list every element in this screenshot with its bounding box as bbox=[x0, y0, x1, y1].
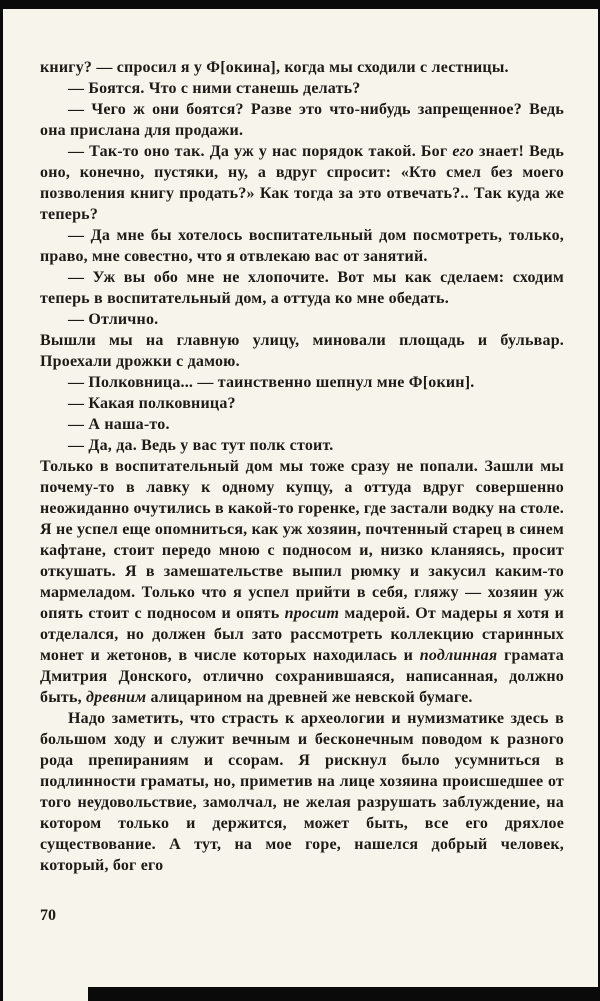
body-text: Только в воспитательный дом мы тоже сразу не попали. Зашли мы почему-то в лавку к одному купцу, а оттуда вдруг совершенно неожиданно очутились в какой-то горенке, где застали водку на столе. Я не успел еще опомниться, как уж хозяин, почтенный старец в синем кафтане, стоит передо мною с подносом и, низко кланяясь, просит откушать. Я в замешательстве выпил рюмку и закусил каким-то мармеладом. Только что я успел прийти в себя, гляжу — хозяин уж опять стоит с подносом и опять bbox=[40, 458, 564, 622]
italic-text: просит bbox=[284, 605, 340, 622]
paragraph bbox=[40, 393, 564, 414]
scan-edge-left bbox=[0, 0, 3, 1001]
body-text: знает! Ведь оно, конечно, пустяки, ну, а вдруг спросит: «Кто смел без моего позволения книгу продать?» Как тогда за это отвечать?.. Так куда же теперь? bbox=[40, 143, 564, 223]
body-text: — Какая полковница? bbox=[68, 395, 236, 412]
body-text: — Уж вы обо мне не хлопочите. Вот мы как сделаем: сходим теперь в воспитательный дом, а оттуда ко мне обедать. bbox=[40, 269, 564, 307]
body-text: — Так-то оно так. Да уж у нас порядок такой. Бог bbox=[68, 143, 453, 160]
body-text: алицарином на древней же невской бумаге. bbox=[146, 689, 473, 706]
body-text: — Отлично. bbox=[68, 311, 159, 328]
body-text: Надо заметить, что страсть к археологии и нумизматике здесь в большом ходу и служит вечным и бесконечным поводом к разного рода препираниям и ссорам. Я рискнул было усумниться в подлинности граматы, но, приметив на лице хозяина происшедшее от того неудовольствие, замолчал, не желая разрушать заблуждение, на котором только и держится, может быть, все его дряхлое существование. А тут, на мое горе, нашелся добрый человек, который, бог его bbox=[40, 710, 564, 874]
paragraph bbox=[40, 456, 564, 708]
body-text: — Боятся. Что с ними станешь делать? bbox=[68, 80, 361, 97]
body-text: грамата Дмитрия Донского, отлично сохранившаяся, написанная, должно быть, bbox=[40, 647, 564, 706]
paragraph bbox=[40, 309, 564, 330]
body-text: — А наша-то. bbox=[68, 416, 170, 433]
body-text: мадерой. От мадеры я хотя и отделался, но должен был зато рассмотреть коллекцию старинных монет и жетонов, в числе которых находилась и bbox=[40, 605, 564, 664]
paragraph bbox=[40, 57, 564, 78]
paragraph bbox=[40, 225, 564, 267]
paragraph bbox=[40, 414, 564, 435]
paragraph bbox=[40, 330, 564, 372]
body-text: — Чего ж они боятся? Разве это что-нибудь запрещенное? Ведь она прислана для продажи. bbox=[40, 101, 564, 139]
italic-text: его bbox=[452, 143, 474, 160]
body-text: книгу? — спросил я у Ф[окина], когда мы сходили с лестницы. bbox=[40, 59, 509, 76]
scan-edge-top bbox=[0, 0, 600, 9]
text-block bbox=[40, 57, 564, 876]
paragraph bbox=[40, 435, 564, 456]
body-text: — Полковница... — таинственно шепнул мне Ф[окин]. bbox=[68, 374, 475, 391]
paragraph bbox=[40, 141, 564, 225]
body-text: — Да, да. Ведь у вас тут полк стоит. bbox=[68, 437, 334, 454]
body-text: Вышли мы на главную улицу, миновали площадь и бульвар. Проехали дрожки с дамою. bbox=[40, 332, 564, 370]
page-number: 70 bbox=[40, 907, 56, 924]
paragraph bbox=[40, 78, 564, 99]
paragraph bbox=[40, 99, 564, 141]
paragraph bbox=[40, 372, 564, 393]
body-text: — Да мне бы хотелось воспитательный дом посмотреть, только, право, мне совестно, что я отвлекаю вас от занятий. bbox=[40, 227, 564, 265]
paragraph bbox=[40, 708, 564, 876]
paragraph bbox=[40, 267, 564, 309]
italic-text: древним bbox=[86, 689, 147, 706]
scan-edge-bottom bbox=[88, 987, 600, 1001]
italic-text: подлинная bbox=[419, 647, 498, 664]
